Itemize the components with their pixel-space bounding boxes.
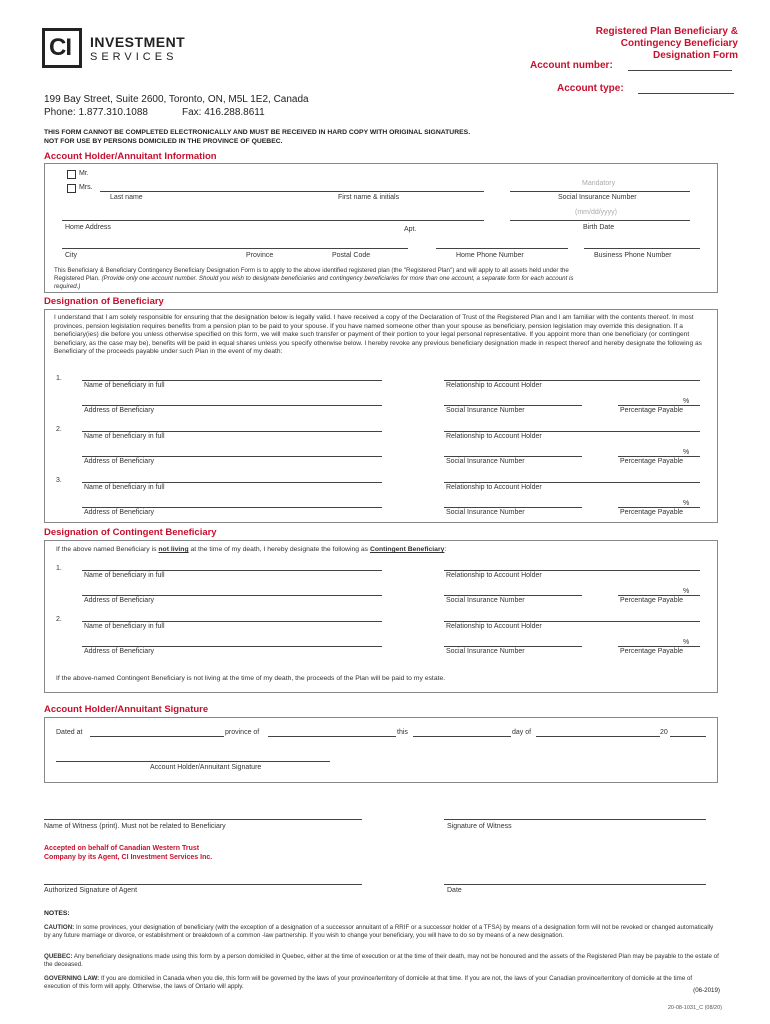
beneficiary-address-field[interactable] <box>82 507 382 508</box>
province-of-field[interactable] <box>268 736 396 737</box>
beneficiary-sin-field[interactable] <box>444 646 582 647</box>
business-phone-field[interactable] <box>584 248 700 249</box>
day-of-label: day of <box>512 729 532 736</box>
relationship-label: Relationship to Account Holder <box>446 433 542 440</box>
apt-label: Apt. <box>404 226 417 233</box>
percentage-field[interactable] <box>618 595 700 596</box>
entry-number: 3. <box>56 477 62 484</box>
ci-logo <box>42 28 242 74</box>
percent-sign: % <box>683 588 690 595</box>
beneficiary-sin-label: Social Insurance Number <box>446 648 525 655</box>
contingent-footer: If the above-named Contingent Beneficiary is not living at the time of my death, the proceeds of the Plan will be paid to my estate. <box>56 675 446 682</box>
city-field[interactable] <box>62 248 408 249</box>
percentage-field[interactable] <box>618 507 700 508</box>
agent-date-field[interactable] <box>444 884 706 885</box>
birth-date-label: Birth Date <box>583 224 615 231</box>
mrs-checkbox[interactable] <box>67 184 76 193</box>
beneficiary-name-label: Name of beneficiary in full <box>84 433 165 440</box>
mr-label: Mr. <box>79 170 89 177</box>
beneficiary-name-field[interactable] <box>82 482 382 483</box>
entry-number: 2. <box>56 426 62 433</box>
relationship-label: Relationship to Account Holder <box>446 484 542 491</box>
year-prefix: 20 <box>660 729 668 736</box>
contingent-section-box <box>44 540 718 693</box>
beneficiary-intro: I understand that I am solely responsible for ensuring that the designation below is legally valid. I have received a copy of the Declaration of Trust of the Registered Plan and I am familiar with the contents thereof. In most provinces, pension legislation requires benefits from a pension plan to be paid to your spouse. If you have named someone other than your spouse as beneficiary, pension legislation may override this designation. If a beneficiary(ies) die before you unless otherwise specified on this form, we will make such transfer or payment of their portion to your legal personal representative. If you appoint more than one beneficiary (or contingent beneficiary, as the case may be), benefits will be paid in equal shares unless you specify otherwise below. I hereby revoke any previous beneficiary designation made in respect thereof and hereby designate the following as Beneficiary of the proceeds payable under such Plan in the event of my death: <box>54 314 702 356</box>
warning-line1: THIS FORM CANNOT BE COMPLETED ELECTRONICALLY AND MUST BE RECEIVED IN HARD COPY WITH ORIGINAL SIGNATURES. <box>44 129 471 136</box>
percentage-field[interactable] <box>618 405 700 406</box>
beneficiary-sin-field[interactable] <box>444 405 582 406</box>
beneficiary-sin-label: Social Insurance Number <box>446 458 525 465</box>
percentage-label: Percentage Payable <box>620 458 684 465</box>
note-governing-law: GOVERNING LAW: If you are domiciled in Canada when you die, this form will be governed by the laws of your province/territory of domicile at that time. If you are not, the laws of your Canadian province/territory of domicile at the time of execution of this form will apply. Otherwise, the laws of Ontario will apply. <box>44 975 693 990</box>
beneficiary-address-field[interactable] <box>82 456 382 457</box>
year-field[interactable] <box>670 736 706 737</box>
warning-line2: NOT FOR USE BY PERSONS DOMICILED IN THE PROVINCE OF QUEBEC. <box>44 138 283 145</box>
beneficiary-sin-label: Social Insurance Number <box>446 407 525 414</box>
beneficiary-address-field[interactable] <box>82 595 382 596</box>
holder-note: This Beneficiary & Beneficiary Contingency Beneficiary Designation Form is to apply to the above identified registered plan (the "Registered Plan") and will apply to all assets held under the Registered Plan. (Provide only one account number. Should you wish to designate beneficiaries and contingency beneficiaries for more than one account, a separate form for each account is required.) <box>54 267 574 290</box>
relationship-field[interactable] <box>444 482 700 483</box>
logo-mark: CI <box>42 28 82 68</box>
beneficiary-section-title: Designation of Beneficiary <box>44 296 164 307</box>
home-address-field[interactable] <box>62 220 484 221</box>
beneficiary-sin-field[interactable] <box>444 595 582 596</box>
mandatory-hint: Mandatory <box>582 180 616 187</box>
percent-sign: % <box>683 398 690 405</box>
date-format-hint: (mm/dd/yyyy) <box>575 209 617 216</box>
beneficiary-address-field[interactable] <box>82 405 382 406</box>
beneficiary-address-label: Address of Beneficiary <box>84 407 155 414</box>
relationship-field[interactable] <box>444 570 700 571</box>
postal-code-label: Postal Code <box>332 252 371 259</box>
relationship-label: Relationship to Account Holder <box>446 572 542 579</box>
day-field[interactable] <box>413 736 511 737</box>
contingent-intro: If the above named Beneficiary is not living at the time of my death, I hereby designate the following as Contingent Beneficiary: <box>56 546 447 553</box>
home-phone-field[interactable] <box>436 248 568 249</box>
signature-section-title: Account Holder/Annuitant Signature <box>44 704 209 715</box>
this-label: this <box>397 729 408 736</box>
beneficiary-address-label: Address of Beneficiary <box>84 648 155 655</box>
accepted-by-text: Accepted on behalf of Canadian Western Trust Company by its Agent, CI Investment Services Inc. <box>44 845 213 861</box>
beneficiary-address-label: Address of Beneficiary <box>84 597 155 604</box>
form-title: Registered Plan Beneficiary & Contingency Beneficiary Designation Form <box>595 26 738 61</box>
percentage-label: Percentage Payable <box>620 407 684 414</box>
logo-line2: SERVICES <box>90 51 178 63</box>
mrs-label: Mrs. <box>79 184 93 191</box>
business-phone-label: Business Phone Number <box>594 252 672 259</box>
dated-at-label: Dated at <box>56 729 83 736</box>
agent-date-label: Date <box>447 887 462 894</box>
percent-sign: % <box>683 500 690 507</box>
home-address-label: Home Address <box>65 224 111 231</box>
beneficiary-address-label: Address of Beneficiary <box>84 509 155 516</box>
relationship-field[interactable] <box>444 380 700 381</box>
account-type-label: Account type: <box>557 83 624 94</box>
first-name-label: First name & initials <box>338 194 400 201</box>
agent-signature-label: Authorized Signature of Agent <box>44 887 138 894</box>
agent-signature-field[interactable] <box>44 884 362 885</box>
province-of-label: province of <box>225 729 260 736</box>
company-address: 199 Bay Street, Suite 2600, Toronto, ON, M5L 1E2, Canada <box>44 94 309 105</box>
signature-section-box <box>44 717 718 783</box>
dated-at-field[interactable] <box>90 736 224 737</box>
percentage-label: Percentage Payable <box>620 597 684 604</box>
relationship-field[interactable] <box>444 621 700 622</box>
beneficiary-name-field[interactable] <box>82 621 382 622</box>
beneficiary-sin-field[interactable] <box>444 456 582 457</box>
account-number-label: Account number: <box>530 60 613 71</box>
last-name-label: Last name <box>110 194 143 201</box>
entry-number: 1. <box>56 565 62 572</box>
home-phone-label: Home Phone Number <box>456 252 524 259</box>
beneficiary-address-label: Address of Beneficiary <box>84 458 155 465</box>
beneficiary-name-label: Name of beneficiary in full <box>84 382 165 389</box>
revision-date: (06-2019) <box>693 987 720 994</box>
logo-line1: INVESTMENT <box>90 34 186 50</box>
witness-name-field[interactable] <box>44 819 362 820</box>
percentage-field[interactable] <box>618 456 700 457</box>
province-label: Province <box>246 252 274 259</box>
form-code: 20-08-1031_C (08/20) <box>667 1005 722 1011</box>
mr-checkbox[interactable] <box>67 170 76 179</box>
name-field[interactable] <box>100 191 484 192</box>
entry-number: 2. <box>56 616 62 623</box>
percent-sign: % <box>683 449 690 456</box>
beneficiary-name-label: Name of beneficiary in full <box>84 623 165 630</box>
beneficiary-name-label: Name of beneficiary in full <box>84 572 165 579</box>
holder-section-title: Account Holder/Annuitant Information <box>44 151 217 162</box>
witness-signature-label: Signature of Witness <box>447 823 512 830</box>
holder-signature-label: Account Holder/Annuitant Signature <box>150 764 262 771</box>
beneficiary-name-label: Name of beneficiary in full <box>84 484 165 491</box>
company-phone: Phone: 1.877.310.1088 <box>44 107 148 118</box>
month-field[interactable] <box>536 736 660 737</box>
birth-date-field[interactable] <box>510 220 690 221</box>
relationship-label: Relationship to Account Holder <box>446 623 542 630</box>
witness-signature-field[interactable] <box>444 819 706 820</box>
holder-sin-field[interactable] <box>510 191 690 192</box>
relationship-field[interactable] <box>444 431 700 432</box>
note-caution: CAUTION: In some provinces, your designation of beneficiary (with the exception of a designation of a successor annuitant of a RRIF or a successor holder of a TFSA) by means of a designation form will not be revoked or changed automatically by any future marriage or divorce, or establishment or breakdown of a common -law partnership. If you wish to change your beneficiary, you will have to do so by means of a new designation. <box>44 924 714 939</box>
witness-name-label: Name of Witness (print). Must not be related to Beneficiary <box>44 823 226 830</box>
holder-sin-label: Social Insurance Number <box>558 194 637 201</box>
beneficiary-sin-label: Social Insurance Number <box>446 509 525 516</box>
percentage-field[interactable] <box>618 646 700 647</box>
account-number-field[interactable] <box>628 70 732 71</box>
contingent-section-title: Designation of Contingent Beneficiary <box>44 527 217 538</box>
percentage-label: Percentage Payable <box>620 509 684 516</box>
holder-signature-field[interactable] <box>56 761 330 762</box>
entry-number: 1. <box>56 375 62 382</box>
beneficiary-name-field[interactable] <box>82 380 382 381</box>
beneficiary-name-field[interactable] <box>82 570 382 571</box>
city-label: City <box>65 252 78 259</box>
account-type-field[interactable] <box>638 93 734 94</box>
relationship-label: Relationship to Account Holder <box>446 382 542 389</box>
notes-heading: NOTES: <box>44 910 70 917</box>
beneficiary-sin-field[interactable] <box>444 507 582 508</box>
percent-sign: % <box>683 639 690 646</box>
note-quebec: QUEBEC: Any beneficiary designations made using this form by a person domiciled in Quebec, either at the time of execution or at the time of their death, may not be honoured and the assets of the Registered Plan may be payable to the estate of the deceased. <box>44 953 719 968</box>
beneficiary-name-field[interactable] <box>82 431 382 432</box>
beneficiary-address-field[interactable] <box>82 646 382 647</box>
company-fax: Fax: 416.288.8611 <box>182 107 265 118</box>
beneficiary-sin-label: Social Insurance Number <box>446 597 525 604</box>
percentage-label: Percentage Payable <box>620 648 684 655</box>
